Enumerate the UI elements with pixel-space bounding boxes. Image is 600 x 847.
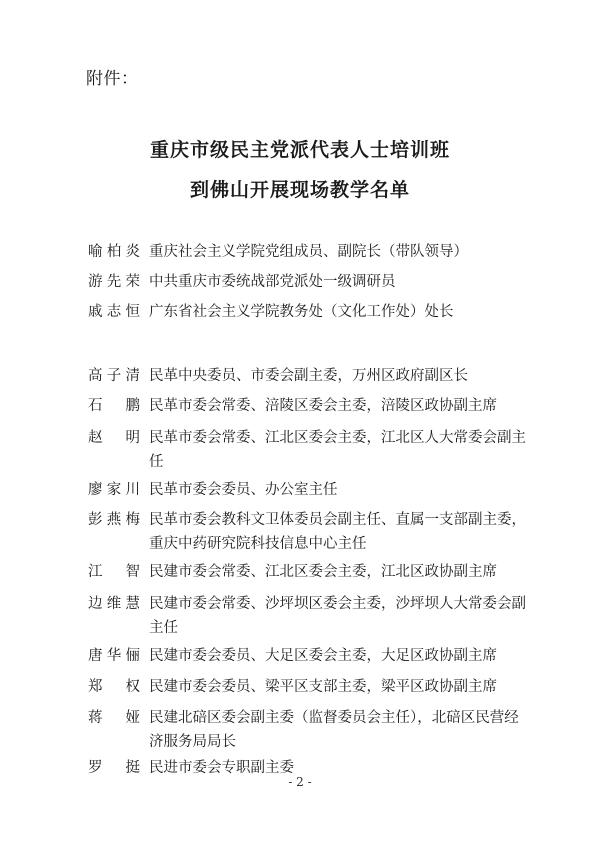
attachment-label: 附件： bbox=[86, 69, 139, 89]
name-char: 江 bbox=[88, 564, 103, 580]
person-description: 民革市委会常委、江北区委会主委，江北区人大常委会副主任 bbox=[149, 430, 526, 470]
name-char: 挺 bbox=[125, 760, 140, 776]
person-description: 广东省社会主义学院教务处（文化工作处）处长 bbox=[149, 304, 454, 320]
name-char: 权 bbox=[125, 679, 140, 695]
name-char: 明 bbox=[125, 430, 140, 446]
person-description: 民建北碚区委会副主委（监督委员会主任），北碚区民营经济服务局局长 bbox=[149, 710, 519, 750]
name-char: 炎 bbox=[125, 244, 140, 260]
name-char: 俪 bbox=[125, 648, 140, 664]
name-char: 智 bbox=[125, 564, 140, 580]
name-char: 梅 bbox=[125, 512, 140, 528]
name-char: 志 bbox=[106, 304, 122, 320]
name-char: 喻 bbox=[88, 244, 103, 260]
name-char: 荣 bbox=[125, 274, 140, 290]
name-char: 清 bbox=[125, 368, 140, 384]
person-description: 民革市委会委员、办公室主任 bbox=[149, 482, 338, 498]
page-number: - 2 - bbox=[288, 775, 312, 789]
person-name bbox=[88, 478, 140, 502]
name-char: 唐 bbox=[88, 648, 103, 664]
name-char: 鹏 bbox=[125, 398, 140, 414]
name-char: 娅 bbox=[125, 710, 140, 726]
name-char: 柏 bbox=[106, 244, 122, 260]
person-name bbox=[88, 644, 140, 668]
person-name bbox=[88, 364, 140, 388]
person-name bbox=[88, 240, 140, 264]
name-char: 边 bbox=[88, 596, 103, 612]
person-description: 民建市委会常委、沙坪坝区委会主委，沙坪坝人大常委会副主任 bbox=[149, 596, 526, 636]
document-title-line-2: 到佛山开展现场教学名单 bbox=[189, 179, 410, 201]
person-description: 民建市委会常委、江北区委会主委，江北区政协副主席 bbox=[149, 564, 497, 580]
name-char: 川 bbox=[125, 482, 140, 498]
name-char: 罗 bbox=[88, 760, 103, 776]
person-name bbox=[88, 675, 140, 699]
name-char: 维 bbox=[106, 596, 122, 612]
name-char: 石 bbox=[88, 398, 103, 414]
name-char: 戚 bbox=[88, 304, 103, 320]
name-char: 家 bbox=[106, 482, 122, 498]
name-char: 子 bbox=[106, 368, 122, 384]
person-description: 民革市委会教科文卫体委员会副主任、直属一支部副主委，重庆中药研究院科技信息中心主任 bbox=[149, 512, 526, 552]
name-char: 华 bbox=[106, 648, 122, 664]
person-description: 民进市委会专职副主委 bbox=[149, 760, 294, 776]
name-char: 郑 bbox=[88, 679, 103, 695]
person-name bbox=[88, 706, 140, 730]
person-name bbox=[88, 508, 140, 532]
person-description: 民建市委会委员、大足区委会主委，大足区政协副主席 bbox=[149, 648, 497, 664]
name-char: 蒋 bbox=[88, 710, 103, 726]
name-char: 先 bbox=[106, 274, 122, 290]
person-description: 民革中央委员、市委会副主委，万州区政府副区长 bbox=[149, 368, 468, 384]
person-description: 重庆社会主义学院党组成员、副院长（带队领导） bbox=[149, 244, 468, 260]
person-name bbox=[88, 426, 140, 450]
name-char: 廖 bbox=[88, 482, 103, 498]
person-name bbox=[88, 560, 140, 584]
name-char: 高 bbox=[88, 368, 103, 384]
person-name bbox=[88, 592, 140, 616]
name-char: 彭 bbox=[88, 512, 103, 528]
name-char: 慧 bbox=[125, 596, 140, 612]
name-char: 游 bbox=[88, 274, 103, 290]
person-name bbox=[88, 394, 140, 418]
document-title-line-1: 重庆市级民主党派代表人士培训班 bbox=[149, 139, 450, 161]
person-description: 中共重庆市委统战部党派处一级调研员 bbox=[149, 274, 396, 290]
person-description: 民建市委会委员、梁平区支部主委，梁平区政协副主席 bbox=[149, 679, 497, 695]
name-char: 赵 bbox=[88, 430, 103, 446]
name-char: 燕 bbox=[106, 512, 122, 528]
person-name bbox=[88, 300, 140, 324]
person-description: 民革市委会常委、涪陵区委会主委，涪陵区政协副主席 bbox=[149, 398, 497, 414]
person-name bbox=[88, 270, 140, 294]
name-char: 恒 bbox=[125, 304, 140, 320]
